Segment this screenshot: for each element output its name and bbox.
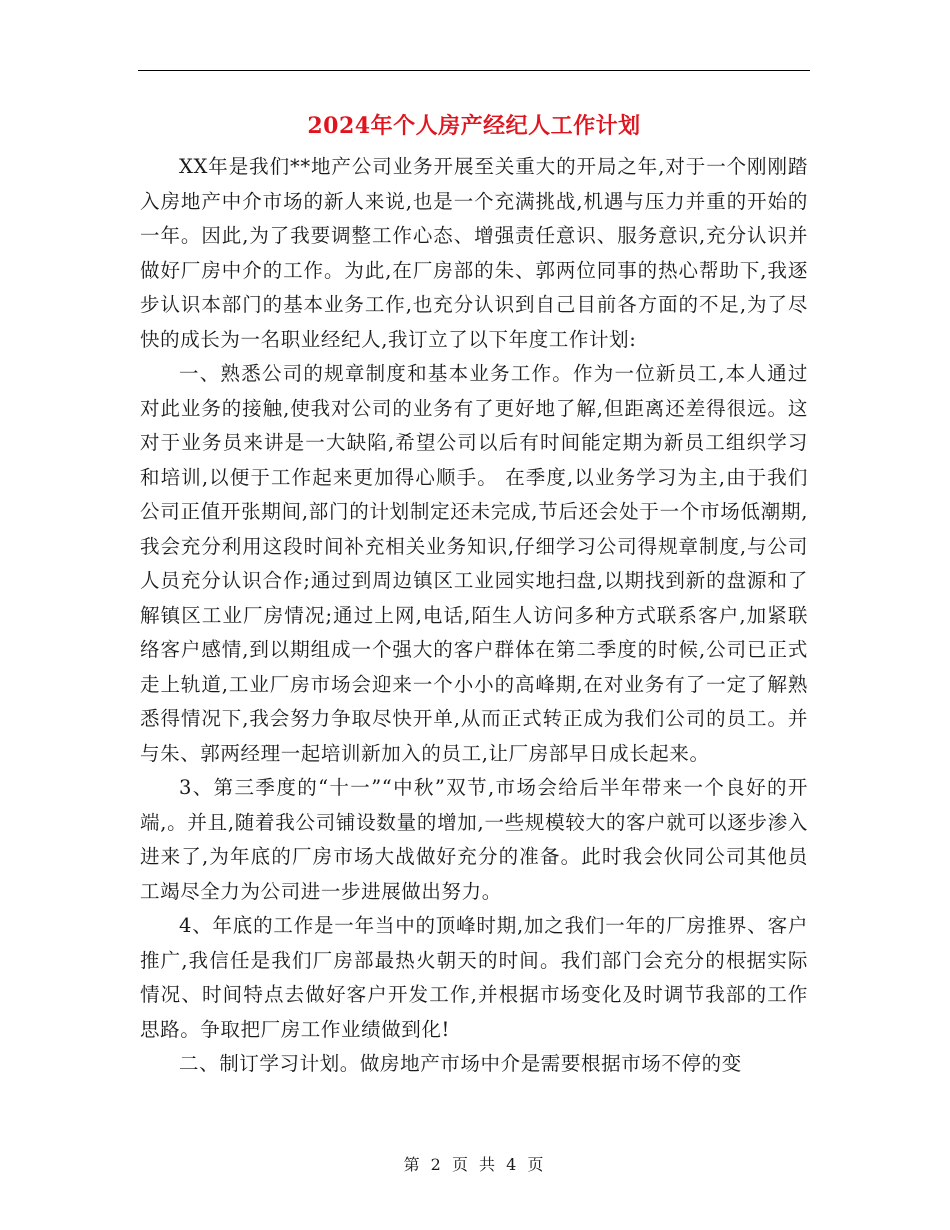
- paragraph-section-2: 二、制订学习计划。做房地产市场中介是需要根据市场不停的变: [179, 1052, 742, 1075]
- document-title: 2024年个人房产经纪人工作计划: [307, 113, 641, 139]
- paragraph-item-3: 3、第三季度的“十一”“中秋”双节,市场会给后半年带来一个良好的开端,。并且,随着我公司铺设数量的增加,一些规模较大的客户就可以逐步渗入进来了,为年底的厂房市场大战做好充分的准备。此时我会伙同公司其他员工竭尽全力为公司进一步进展做出努力。: [140, 776, 808, 903]
- paragraph-item-4: 4、年底的工作是一年当中的顶峰时期,加之我们一年的厂房推界、客户推广,我信任是我们厂房部最热火朝天的时间。我们部门会充分的根据实际情况、时间特点去做好客户开发工作,并根据市场变化及时调节我部的工作思路。争取把厂房工作业绩做到化!: [140, 914, 808, 1041]
- page-number-footer: 第 2 页 共 4 页: [403, 1155, 547, 1174]
- document-body: [140, 150, 808, 1082]
- paragraph-intro: XX年是我们**地产公司业务开展至关重大的开局之年,对于一个刚刚踏入房地产中介市场的新人来说,也是一个充满挑战,机遇与压力并重的开始的一年。因此,为了我要调整工作心态、增强责任意识、服务意识,充分认识并做好厂房中介的工作。为此,在厂房部的朱、郭两位同事的热心帮助下,我逐步认识本部门的基本业务工作,也充分认识到自己目前各方面的不足,为了尽快的成长为一名职业经纪人,我订立了以下年度工作计划:: [140, 155, 808, 351]
- paragraph-section-1: 一、熟悉公司的规章制度和基本业务工作。作为一位新员工,本人通过对此业务的接触,使我对公司的业务有了更好地了解,但距离还差得很远。这对于业务员来讲是一大缺陷,希望公司以后有时间能定期为新员工组织学习和培训,以便于工作起来更加得心顺手。 在季度,以业务学习为主,由于我们公司正值开张期间,部门的计划制定还未完成,节后还会处于一个市场低潮期,我会充分利用这段时间补充相关业务知识,仔细学习公司得规章制度,与公司人员充分认识合作;通过到周边镇区工业园实地扫盘,以期找到新的盘源和了解镇区工业厂房情况;通过上网,电话,陌生人访问多种方式联系客户,加紧联络客户感情,到以期组成一个强大的客户群体在第二季度的时候,公司已正式走上轨道,工业厂房市场会迎来一个小小的高峰期,在对业务有了一定了解熟悉得情况下,我会努力争取尽快开单,从而正式转正成为我们公司的员工。并与朱、郭两经理一起培训新加入的员工,让厂房部早日成长起来。: [140, 362, 808, 765]
- header-rule: [138, 70, 810, 71]
